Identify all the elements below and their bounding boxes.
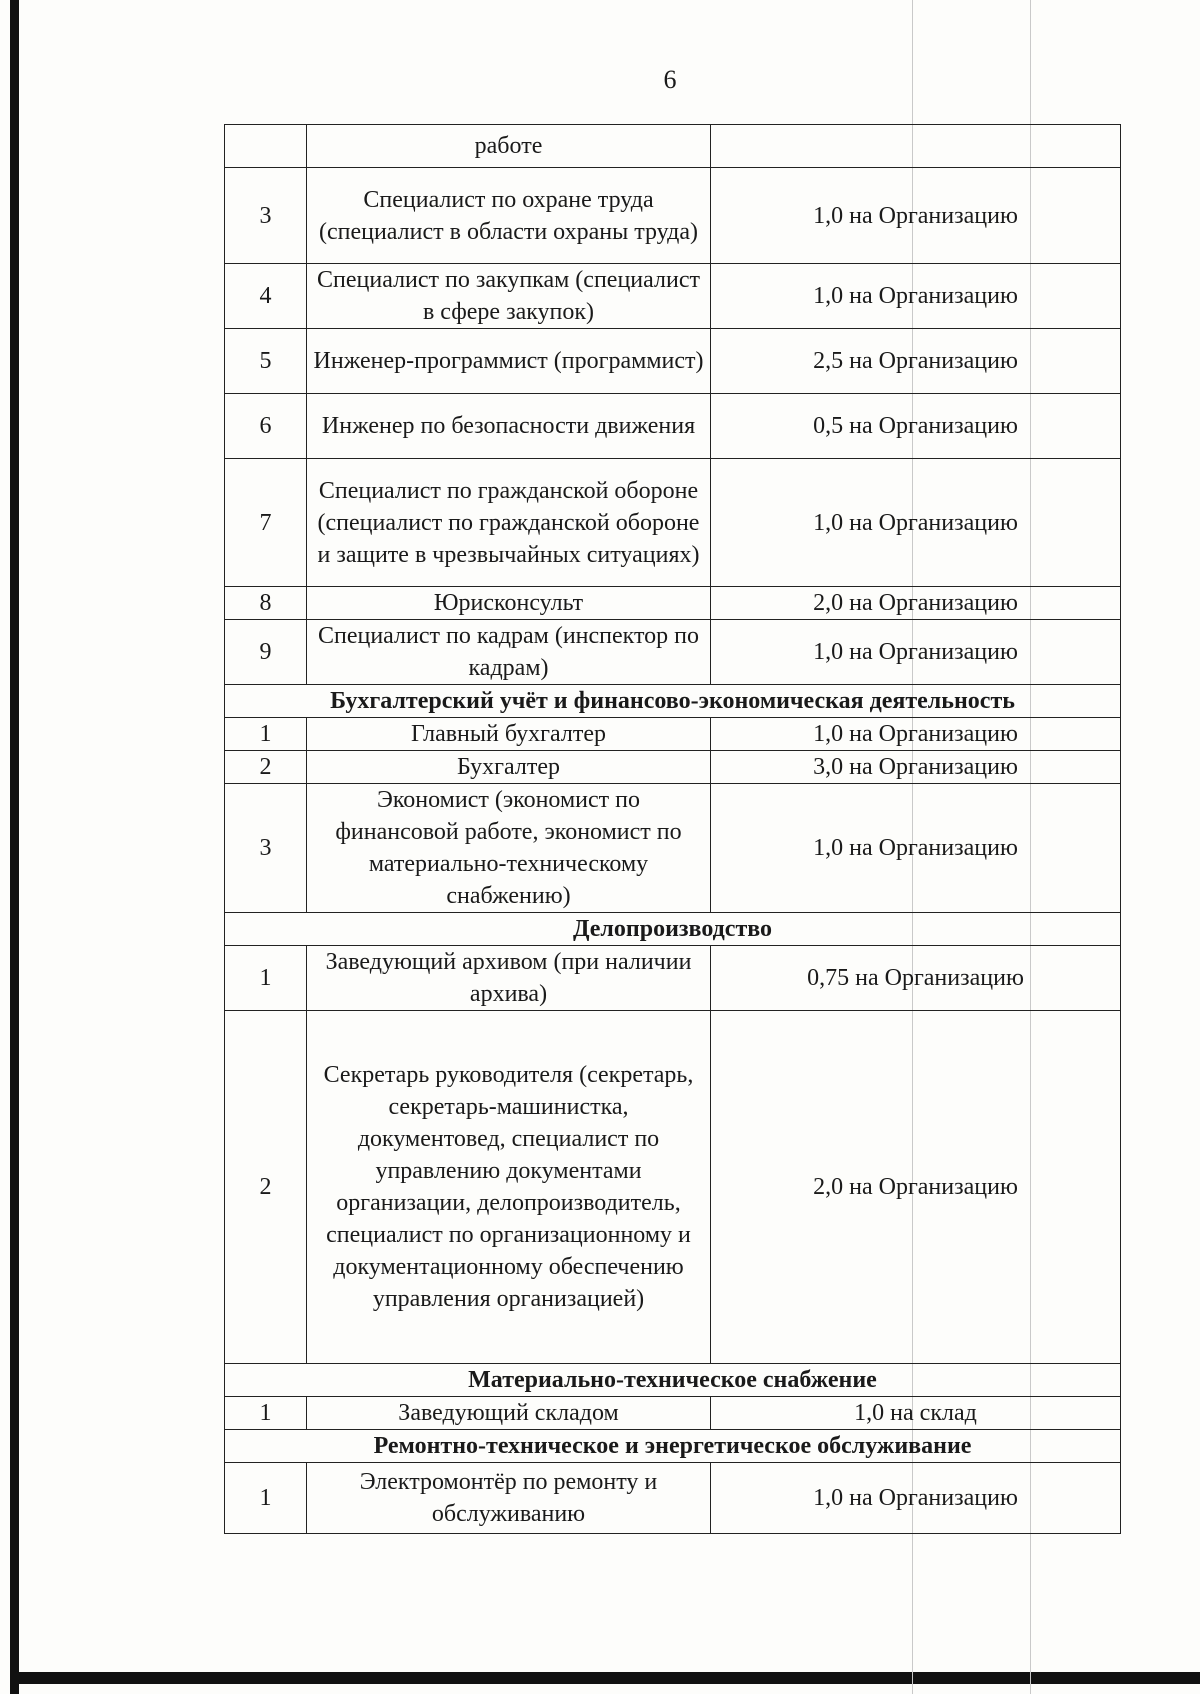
row-number: 1 [225, 1397, 307, 1430]
row-number: 3 [225, 784, 307, 913]
section-header-row [225, 1364, 1121, 1397]
scan-left-border [10, 0, 19, 1694]
row-number: 6 [225, 394, 307, 459]
position-name: Электромонтёр по ремонту и обслуживанию [307, 1463, 711, 1534]
row-number: 1 [225, 946, 307, 1011]
staffing-norm: 1,0 на Организацию [711, 620, 1121, 685]
position-name: Главный бухгалтер [307, 718, 711, 751]
staffing-norm: 1,0 на Организацию [711, 459, 1121, 587]
table-row [225, 1397, 1121, 1430]
staffing-norm: 3,0 на Организацию [711, 751, 1121, 784]
section-header-row [225, 1430, 1121, 1463]
row-number: 3 [225, 168, 307, 264]
staffing-table-body [225, 125, 1121, 1534]
staffing-table [224, 124, 1121, 1534]
table-row [225, 1463, 1121, 1534]
table-row [225, 718, 1121, 751]
staffing-norm: 1,0 на Организацию [711, 264, 1121, 329]
staffing-norm [711, 125, 1121, 168]
staffing-norm: 0,5 на Организацию [711, 394, 1121, 459]
table-row [225, 394, 1121, 459]
position-name: Специалист по кадрам (инспектор по кадрам) [307, 620, 711, 685]
table-row [225, 264, 1121, 329]
row-number: 1 [225, 718, 307, 751]
row-number: 1 [225, 1463, 307, 1534]
table-row [225, 329, 1121, 394]
row-number: 7 [225, 459, 307, 587]
section-title: Материально-техническое снабжение [225, 1364, 1121, 1397]
section-header-row [225, 913, 1121, 946]
staffing-norm: 0,75 на Организацию [711, 946, 1121, 1011]
staffing-norm: 2,0 на Организацию [711, 587, 1121, 620]
row-number: 2 [225, 1011, 307, 1364]
table-row [225, 125, 1121, 168]
position-name: Инженер по безопасности движения [307, 394, 711, 459]
row-number [225, 125, 307, 168]
section-title: Ремонтно-техническое и энергетическое обслуживание [225, 1430, 1121, 1463]
section-header-row [225, 685, 1121, 718]
row-number: 5 [225, 329, 307, 394]
section-title: Бухгалтерский учёт и финансово-экономическая деятельность [225, 685, 1121, 718]
row-number: 2 [225, 751, 307, 784]
staffing-norm: 1,0 на склад [711, 1397, 1121, 1430]
table-row [225, 784, 1121, 913]
position-name: Юрисконсульт [307, 587, 711, 620]
position-name: Специалист по гражданской обороне (специалист по гражданской обороне и защите в чрезвычайных ситуациях) [307, 459, 711, 587]
row-number: 8 [225, 587, 307, 620]
table-row [225, 751, 1121, 784]
staffing-norm: 1,0 на Организацию [711, 718, 1121, 751]
position-name: работе [307, 125, 711, 168]
scan-bottom-border [10, 1672, 1200, 1684]
position-name: Секретарь руководителя (секретарь, секретарь-машинистка, документовед, специалист по управлению документами организации, делопроизводитель, специалист по организационному и документационному обеспечению управления организацией) [307, 1011, 711, 1364]
staffing-norm: 2,0 на Организацию [711, 1011, 1121, 1364]
position-name: Специалист по закупкам (специалист в сфере закупок) [307, 264, 711, 329]
page-number: 6 [663, 65, 677, 94]
table-row [225, 1011, 1121, 1364]
table-row [225, 459, 1121, 587]
table-row [225, 946, 1121, 1011]
position-name: Заведующий архивом (при наличии архива) [307, 946, 711, 1011]
table-row [225, 620, 1121, 685]
staffing-norm: 2,5 на Организацию [711, 329, 1121, 394]
staffing-norm: 1,0 на Организацию [711, 168, 1121, 264]
table-row [225, 587, 1121, 620]
row-number: 9 [225, 620, 307, 685]
section-title: Делопроизводство [225, 913, 1121, 946]
position-name: Специалист по охране труда (специалист в области охраны труда) [307, 168, 711, 264]
staffing-norm: 1,0 на Организацию [711, 784, 1121, 913]
position-name: Инженер-программист (программист) [307, 329, 711, 394]
position-name: Экономист (экономист по финансовой работе, экономист по материально-техническому снабжению) [307, 784, 711, 913]
table-row [225, 168, 1121, 264]
position-name: Бухгалтер [307, 751, 711, 784]
row-number: 4 [225, 264, 307, 329]
staffing-norm: 1,0 на Организацию [711, 1463, 1121, 1534]
position-name: Заведующий складом [307, 1397, 711, 1430]
